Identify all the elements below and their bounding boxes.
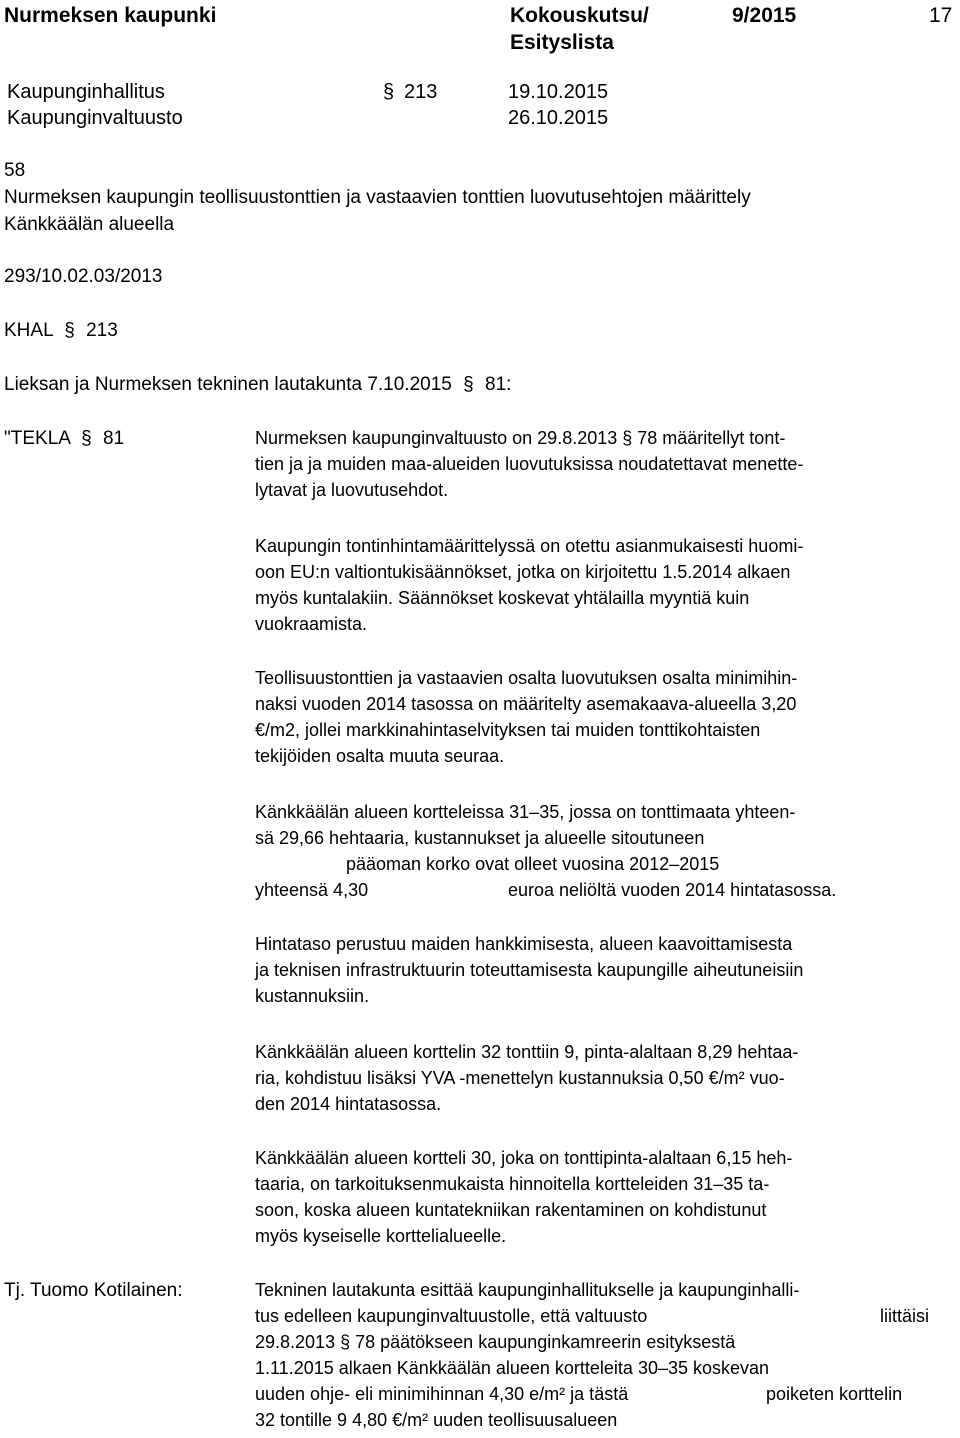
paragraph-1-line-3: lytavat ja luovutusehdot. [255, 480, 449, 500]
paragraph-7-line-1: Känkkäälän alueen kortteli 30, joka on tonttipinta-alaltaan 6,15 heh- [255, 1148, 793, 1168]
paragraph-4-line-3: pääoman korko ovat olleet vuosina 2012–2015 [346, 854, 720, 874]
section-mark: § [383, 81, 395, 103]
khal-label: KHAL [4, 320, 53, 341]
khal-number: 213 [86, 320, 118, 341]
paragraph-4-line-4a: yhteensä 4,30 [255, 880, 369, 900]
section-mark: § [463, 374, 474, 395]
paragraph-4-line-2: sä 29,66 hehtaaria, kustannukset ja alueelle sitoutuneen [255, 828, 705, 848]
paragraph-3-line-1: Teollisuustonttien ja vastaavien osalta luovutuksen osalta minimihin- [255, 668, 798, 688]
proposal-line-3: 29.8.2013 § 78 päätökseen kaupunginkamreerin esityksestä [255, 1332, 736, 1352]
paragraph-5-line-1: Hintataso perustuu maiden hankkimisesta, alueen kaavoittamisesta [255, 934, 793, 954]
page-number: 17 [929, 4, 953, 27]
tekla-label-block [4, 428, 124, 450]
paragraph-7-line-4: myös kyseiselle korttelialueelle. [255, 1226, 507, 1246]
lautakunta-reference [4, 374, 511, 396]
paragraph-6-line-3: den 2014 hintatasossa. [255, 1094, 442, 1114]
paragraph-4-line-1: Känkkäälän alueen kortteleissa 31–35, jossa on tonttimaata yhteen- [255, 802, 796, 822]
meta-date-1: 19.10.2015 [508, 81, 609, 103]
document-type-line-1: Kokouskutsu/ [510, 4, 649, 27]
paragraph-1-line-1: Nurmeksen kaupunginvaltuusto on 29.8.2013 § 78 määritellyt tont- [255, 428, 786, 448]
paragraph-6-line-2: ria, kohdistuu lisäksi YVA -menettelyn kustannuksia 0,50 €/m² vuo- [255, 1068, 785, 1088]
item-title-line-2: Känkkäälän alueella [4, 214, 175, 235]
proposal-line-1: Tekninen lautakunta esittää kaupunginhallitukselle ja kaupunginhalli- [255, 1280, 800, 1300]
proposal-line-2b: liittäisi [880, 1306, 930, 1326]
lautakunta-number: 81: [485, 374, 512, 395]
paragraph-3-line-4: tekijöiden osalta muuta seuraa. [255, 746, 505, 766]
tekla-label: "TEKLA [4, 428, 70, 449]
item-title-line-1: Nurmeksen kaupungin teollisuustonttien ja vastaavien tonttien luovutusehtojen määrittely [4, 187, 751, 208]
section-mark: § [81, 428, 92, 449]
paragraph-2-line-2: oon EU:n valtiontukisäännökset, jotka on kirjoitettu 1.5.2014 alkaen [255, 562, 791, 582]
organization-name: Nurmeksen kaupunki [4, 4, 217, 27]
paragraph-7-line-2: taaria, on tarkoituksenmukaista hinnoitella kortteleiden 31–35 ta- [255, 1174, 770, 1194]
paragraph-4-line-4b: euroa neliöltä vuoden 2014 hintatasossa. [508, 880, 837, 900]
document-type-line-2: Esityslista [510, 31, 614, 54]
paragraph-1-line-2: tien ja ja muiden maa-alueiden luovutuksissa noudatettavat menette- [255, 454, 804, 474]
paragraph-3-line-3: €/m2, jollei markkinahintaselvityksen tai muiden tonttikohtaisten [255, 720, 761, 740]
item-number: 58 [4, 160, 26, 181]
issue-number: 9/2015 [732, 4, 797, 27]
paragraph-7-line-3: soon, koska alueen kuntatekniikan rakentaminen on kohdistunut [255, 1200, 767, 1220]
meta-body-1: Kaupunginhallitus [7, 81, 165, 103]
proposal-line-4: 1.11.2015 alkaen Känkkäälän alueen kortteleita 30–35 koskevan [255, 1358, 770, 1378]
paragraph-6-line-1: Känkkäälän alueen korttelin 32 tonttiin 9, pinta-alaltaan 8,29 hehtaa- [255, 1042, 799, 1062]
paragraph-2-line-3: myös kuntalakiin. Säännökset koskevat yhtälailla myyntiä kuin [255, 588, 750, 608]
paragraph-2-line-1: Kaupungin tontinhintamäärittelyssä on otettu asianmukaisesti huomi- [255, 536, 804, 556]
meta-number-1: 213 [404, 81, 438, 103]
proposal-line-5a: uuden ohje- eli minimihinnan 4,30 e/m² ja tästä [255, 1384, 629, 1404]
khal-reference [4, 320, 118, 342]
lautakunta-text: Lieksan ja Nurmeksen tekninen lautakunta 7.10.2015 [4, 374, 452, 395]
proposal-line-6: 32 tontille 9 4,80 €/m² uuden teollisuusalueen [255, 1410, 618, 1430]
proposal-line-2a: tus edelleen kaupunginvaltuustolle, että valtuusto [255, 1306, 648, 1326]
paragraph-3-line-2: naksi vuoden 2014 tasossa on määritelty asemakaava-alueella 3,20 [255, 694, 797, 714]
tekla-number: 81 [103, 428, 125, 449]
paragraph-5-line-3: kustannuksiin. [255, 986, 370, 1006]
paragraph-2-line-4: vuokraamista. [255, 614, 368, 634]
proposal-line-5b: poiketen korttelin [766, 1384, 903, 1404]
section-mark: § [64, 320, 75, 341]
meta-body-2: Kaupunginvaltuusto [7, 107, 183, 129]
reference-number: 293/10.02.03/2013 [4, 266, 163, 287]
meta-date-2: 26.10.2015 [508, 107, 609, 129]
proposal-label: Tj. Tuomo Kotilainen: [4, 1280, 183, 1301]
paragraph-5-line-2: ja teknisen infrastruktuurin toteuttamisesta kaupungille aiheutuneisiin [255, 960, 804, 980]
